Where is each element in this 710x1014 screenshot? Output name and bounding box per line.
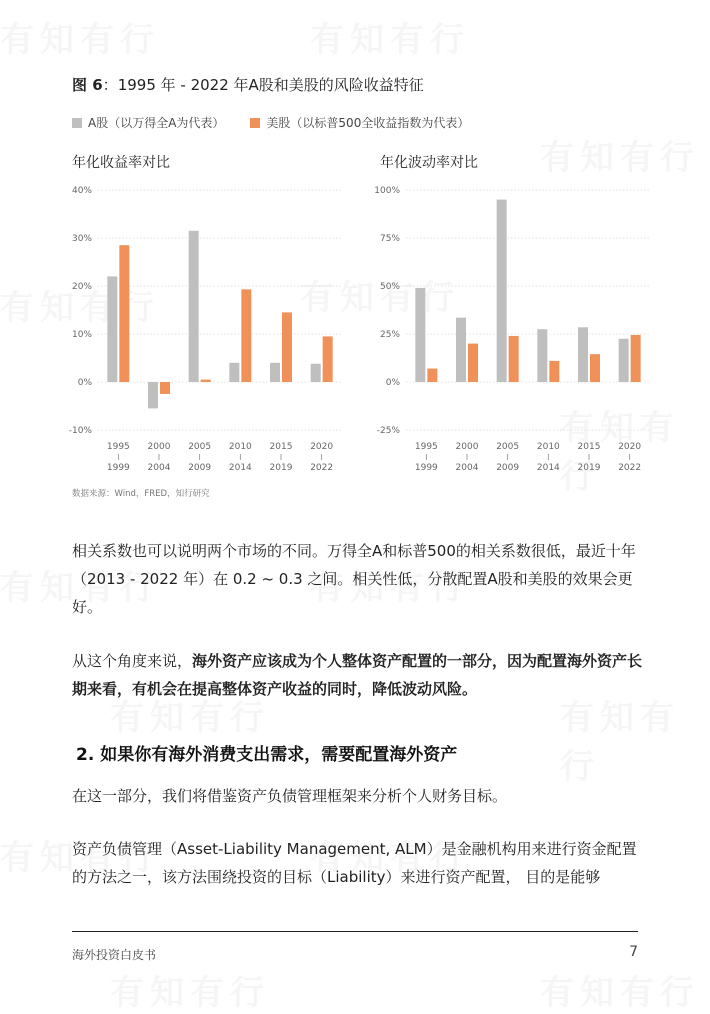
legend-item-us-share bbox=[250, 114, 469, 131]
figure-label: 图 6 bbox=[72, 76, 103, 94]
legend-item-a-share bbox=[72, 114, 224, 131]
y-tick-label: 25% bbox=[379, 330, 400, 340]
y-tick-label: 30% bbox=[71, 234, 92, 244]
bar-a-share bbox=[619, 339, 629, 382]
bar-us-share bbox=[323, 336, 333, 382]
figure-title bbox=[72, 74, 424, 95]
bar-us-share bbox=[427, 369, 437, 382]
x-tick-label-end: 2014 bbox=[228, 463, 252, 473]
footer-doc-title: 海外投资白皮书 bbox=[72, 948, 157, 962]
legend-swatch-us-share bbox=[250, 118, 260, 128]
x-tick-label-start: 2000 bbox=[455, 442, 479, 452]
chart-title-return: 年化收益率对比 bbox=[72, 155, 170, 171]
paragraph-intro: 在这一部分，我们将借鉴资产负债管理框架来分析个人财务目标。 bbox=[72, 787, 508, 805]
data-source: 数据来源：Wind，FRED，知行研究 bbox=[72, 489, 210, 499]
x-tick-label-end: 2014 bbox=[536, 463, 560, 473]
x-tick-label-start: 2010 bbox=[228, 442, 252, 452]
paragraph-overseas-allocation bbox=[72, 647, 644, 703]
bar-a-share bbox=[537, 329, 547, 382]
y-tick-label: 10% bbox=[71, 330, 92, 340]
bar-us-share bbox=[590, 354, 600, 382]
y-tick-label: 100% bbox=[374, 186, 400, 196]
watermark bbox=[0, 12, 160, 61]
y-tick-label: 40% bbox=[71, 186, 92, 196]
bar-us-share bbox=[119, 245, 129, 382]
paragraph-lead: 从这个角度来说， bbox=[72, 652, 193, 670]
legend-label-us-share: 美股（以标普500全收益指数为代表） bbox=[266, 116, 470, 130]
bar-a-share bbox=[148, 382, 158, 408]
paragraph-correlation: 相关系数也可以说明两个市场的不同。万得全A和标普500的相关系数很低，最近十年（2013 - 2022 年）在 0.2 ~ 0.3 之间。相关性低，分散配置A股和美股的效果会更好。 bbox=[72, 542, 636, 616]
x-tick-label-end: 2022 bbox=[310, 463, 334, 473]
watermark bbox=[540, 965, 700, 1014]
y-tick-label: -25% bbox=[376, 426, 400, 436]
watermark bbox=[310, 12, 470, 61]
bar-us-share bbox=[549, 361, 559, 382]
bar-us-share bbox=[282, 312, 292, 382]
section-heading: 2. 如果你有海外消费支出需求，需要配置海外资产 bbox=[76, 745, 458, 765]
legend-label-a-share: A股（以万得全A为代表） bbox=[88, 116, 225, 130]
bar-a-share bbox=[107, 276, 117, 382]
x-tick-label-start: 2005 bbox=[188, 442, 212, 452]
bar-us-share bbox=[241, 289, 251, 382]
chart-title-volatility: 年化波动率对比 bbox=[380, 155, 478, 171]
bar-us-share bbox=[631, 335, 641, 382]
bar-a-share bbox=[578, 327, 588, 382]
bar-a-share bbox=[415, 288, 425, 382]
x-tick-label-start: 2010 bbox=[536, 442, 560, 452]
x-tick-label-end: 2019 bbox=[577, 463, 601, 473]
bar-a-share bbox=[311, 364, 321, 382]
x-tick-label-end: 2004 bbox=[147, 463, 171, 473]
x-tick-label-start: 1995 bbox=[106, 442, 130, 452]
chart-legend bbox=[72, 114, 495, 131]
figure-title-text: 1995 年 - 2022 年A股和美股的风险收益特征 bbox=[117, 76, 424, 94]
watermark bbox=[540, 130, 700, 179]
bar-a-share bbox=[189, 231, 199, 382]
paragraph-emphasis: 海外资产应该成为个人整体资产配置的一部分，因为配置海外资产长期来看，有机会在提高整体资产收益的同时，降低波动风险。 bbox=[72, 652, 643, 698]
page-number: 7 bbox=[629, 944, 638, 960]
x-tick-label-end: 1999 bbox=[414, 463, 438, 473]
x-tick-label-end: 2022 bbox=[618, 463, 642, 473]
watermark bbox=[110, 965, 270, 1014]
bar-us-share bbox=[201, 380, 211, 382]
x-tick-label-start: 2020 bbox=[618, 442, 642, 452]
bar-a-share bbox=[270, 363, 280, 382]
bar-us-share bbox=[160, 382, 170, 394]
x-tick-label-start: 2015 bbox=[577, 442, 601, 452]
x-tick-label-end: 2009 bbox=[496, 463, 520, 473]
y-tick-label: -10% bbox=[68, 426, 92, 436]
y-tick-label: 75% bbox=[379, 234, 400, 244]
x-tick-label-start: 2000 bbox=[147, 442, 171, 452]
legend-swatch-a-share bbox=[72, 118, 82, 128]
x-tick-label-end: 2019 bbox=[269, 463, 293, 473]
y-tick-label: 20% bbox=[71, 282, 92, 292]
bar-a-share bbox=[229, 363, 239, 382]
footer-rule bbox=[72, 931, 638, 932]
bar-us-share bbox=[468, 344, 478, 382]
y-tick-label: 0% bbox=[77, 378, 92, 388]
bar-a-share bbox=[456, 318, 466, 382]
x-tick-label-end: 2009 bbox=[188, 463, 212, 473]
x-tick-label-start: 1995 bbox=[414, 442, 438, 452]
watermark bbox=[560, 690, 710, 788]
figure-sep: ： bbox=[102, 76, 118, 94]
x-tick-label-start: 2005 bbox=[496, 442, 520, 452]
volatility-chart bbox=[368, 180, 658, 480]
paragraph-alm: 资产负债管理（Asset-Liability Management, ALM）是金融机构用来进行资金配置的方法之一，该方法围绕投资的目标（Liability）来进行资产配置， 目的是能够 bbox=[72, 840, 637, 886]
return-chart bbox=[60, 180, 350, 480]
y-tick-label: 50% bbox=[379, 282, 400, 292]
x-tick-label-end: 2004 bbox=[455, 463, 479, 473]
x-tick-label-start: 2015 bbox=[269, 442, 293, 452]
bar-a-share bbox=[497, 200, 507, 382]
x-tick-label-end: 1999 bbox=[106, 463, 130, 473]
y-tick-label: 0% bbox=[385, 378, 400, 388]
bar-us-share bbox=[509, 336, 519, 382]
x-tick-label-start: 2020 bbox=[310, 442, 334, 452]
